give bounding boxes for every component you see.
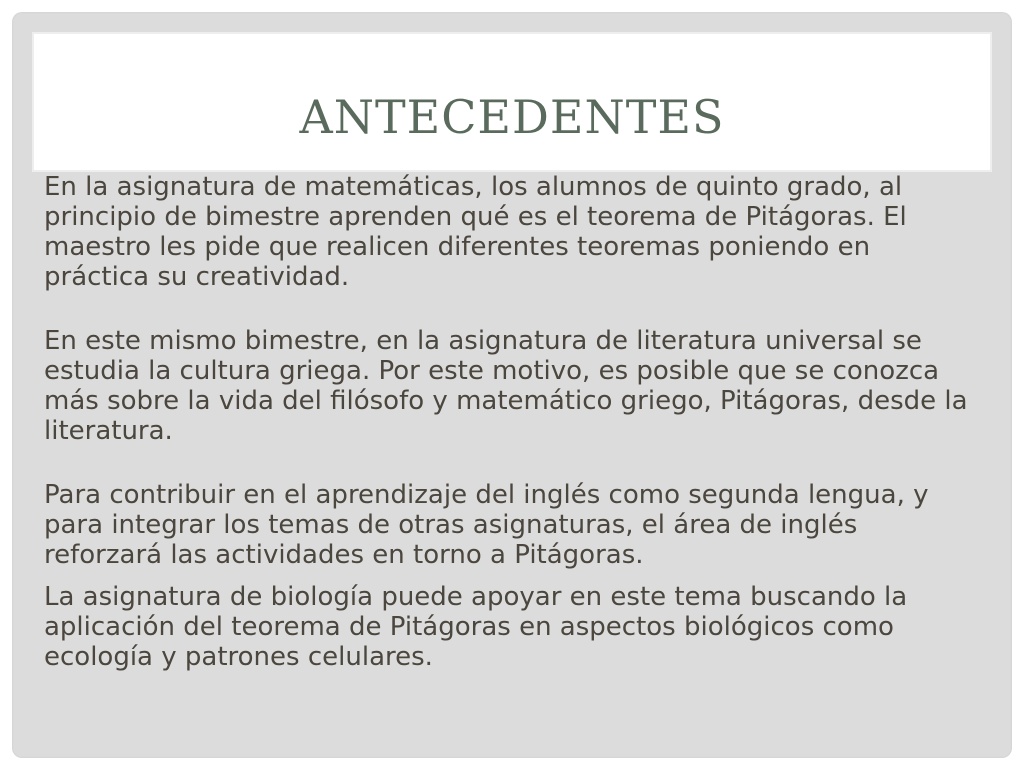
paragraph-biologia: La asignatura de biología puede apoyar en este tema buscando la aplicación del teorema de Pitágoras en aspectos biológicos como ecología y patrones celulares. [44, 582, 908, 672]
slide-title: ANTECEDENTES [299, 90, 725, 144]
slide-body [44, 172, 974, 672]
paragraph-matematicas: En la asignatura de matemáticas, los alumnos de quinto grado, al principio de bimestre aprenden qué es el teorema de Pitágoras. El maestro les pide que realicen diferentes teoremas poniendo en práctica su creatividad. [44, 172, 907, 292]
paragraph-literatura: En este mismo bimestre, en la asignatura de literatura universal se estudia la cultura griega. Por este motivo, es posible que se conozca más sobre la vida del filósofo y matemático griego, Pitágoras, desde la literatura. [44, 326, 968, 446]
paragraph-ingles: Para contribuir en el aprendizaje del inglés como segunda lengua, y para integrar los temas de otras asignaturas, el área de inglés reforzará las actividades en torno a Pitágoras. [44, 480, 929, 570]
title-box [32, 32, 992, 172]
